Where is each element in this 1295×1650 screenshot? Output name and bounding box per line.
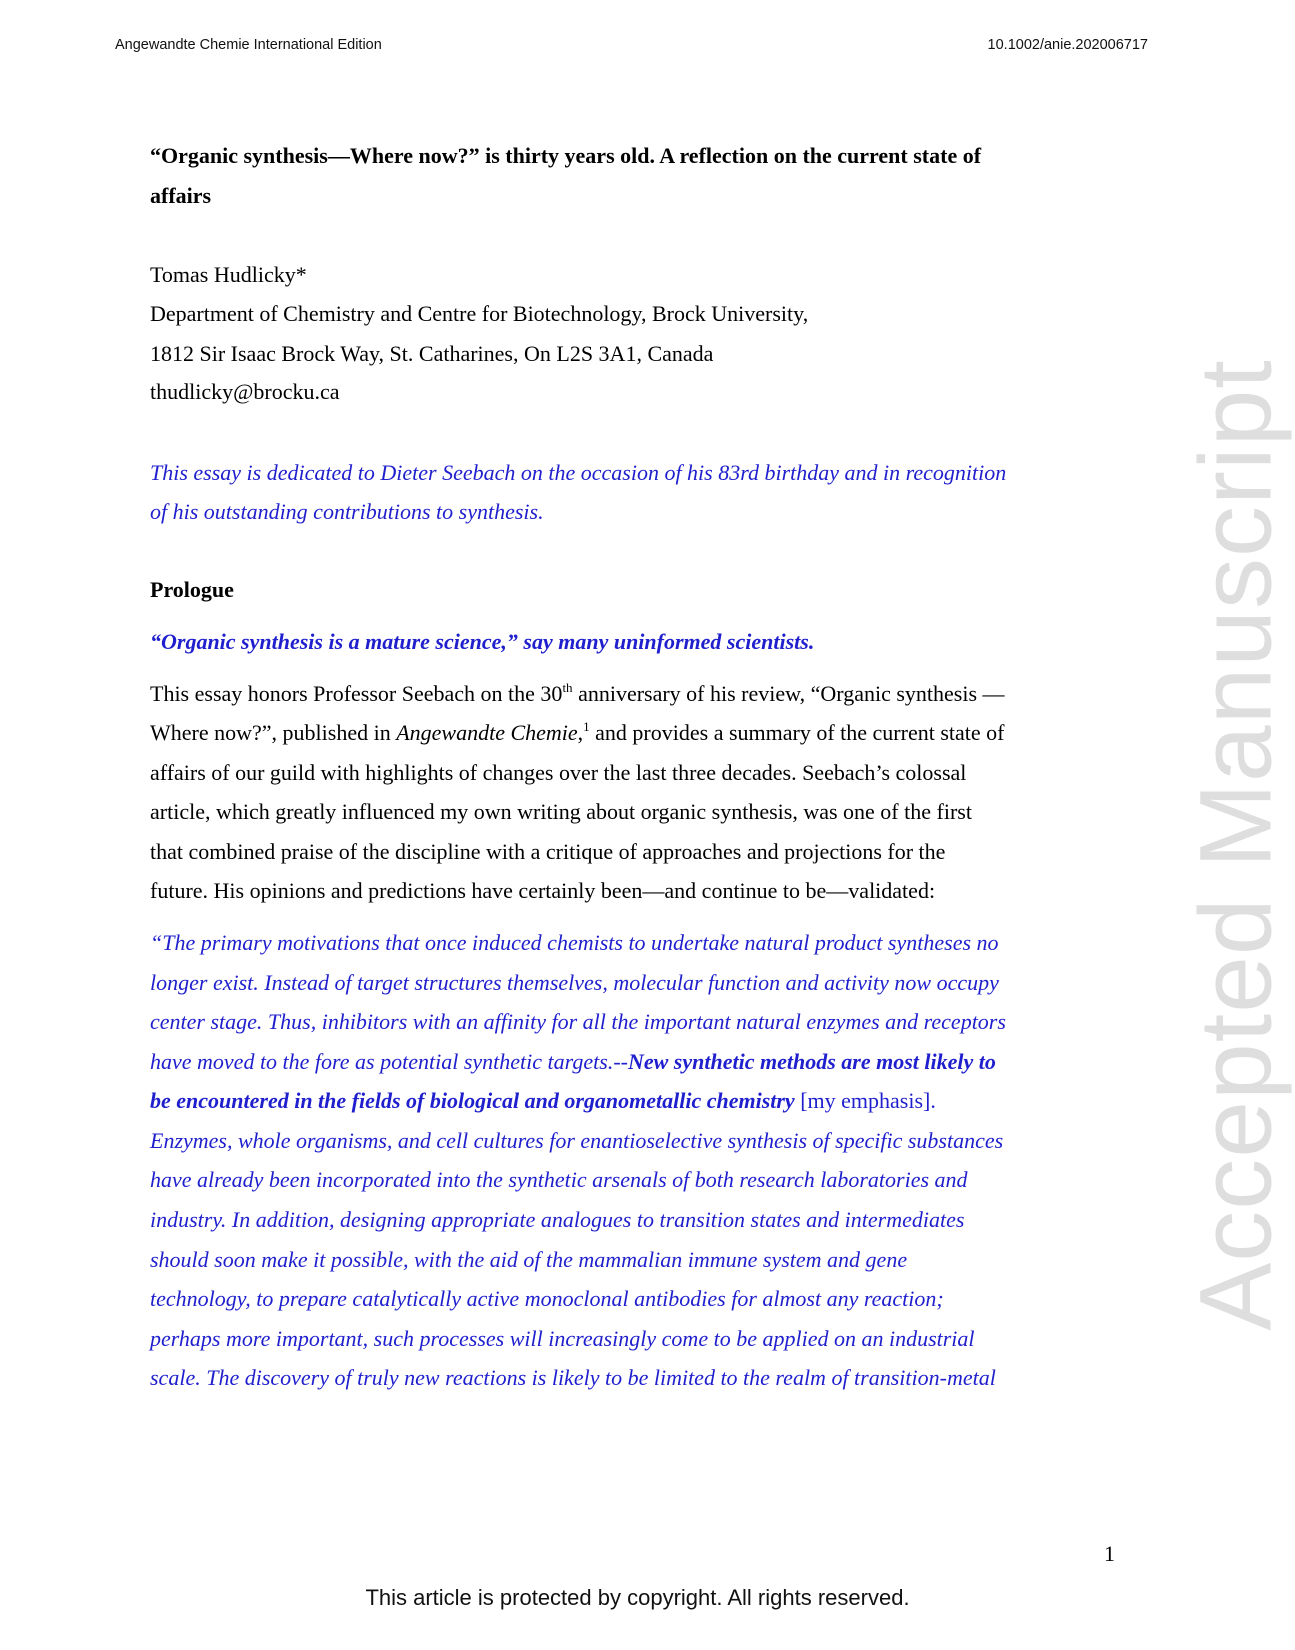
quote-line: technology, to prepare catalytically active monoclonal antibodies for almost any reaction; — [150, 1286, 944, 1311]
paragraph-line: affairs of our guild with highlights of changes over the last three decades. Seebach’s colossal — [150, 760, 967, 785]
author-name: Tomas Hudlicky* — [150, 262, 307, 287]
quote-annotation: [my emphasis]. — [794, 1088, 936, 1113]
paragraph-text: anniversary of his review, “Organic synthesis — — [572, 681, 1005, 706]
journal-name: Angewandte Chemie — [396, 720, 578, 745]
reference-superscript: 1 — [583, 719, 590, 734]
quote-line — [150, 1049, 996, 1075]
affiliation-line-1: Department of Chemistry and Centre for Biotechnology, Brock University, — [150, 301, 809, 326]
journal-header: Angewandte Chemie International Edition — [115, 37, 382, 53]
quote-line: “The primary motivations that once induced chemists to undertake natural product syntheses no — [150, 930, 999, 955]
article-title-line-2: affairs — [150, 183, 212, 208]
paragraph-line: Where now?”, published in Angewandte Chemie,$^1$ and provides a summary of the current state of — [150, 719, 1005, 745]
doi-header: 10.1002/anie.202006717 — [987, 37, 1148, 53]
quote-line: have already been incorporated into the synthetic arsenals of both research laboratories and — [150, 1167, 968, 1192]
quote-emphasis: be encountered in the fields of biological and organometallic chemistry — [150, 1088, 795, 1113]
paragraph-text: and provides a summary of the current state of — [589, 720, 1005, 745]
dedication-line-2: of his outstanding contributions to synthesis. — [150, 499, 544, 524]
quote-emphasis: New synthetic methods are most likely to — [627, 1049, 996, 1074]
prologue-heading: Prologue — [150, 577, 234, 602]
paragraph-text: Where now?”, published in — [150, 720, 397, 745]
prologue-quote: “Organic synthesis is a mature science,” say many uninformed scientists. — [150, 629, 815, 654]
quote-line: Enzymes, whole organisms, and cell cultures for enantioselective synthesis of specific substances — [150, 1128, 1004, 1153]
copyright-footer: This article is protected by copyright. All rights reserved. — [365, 1585, 910, 1610]
page-number: 1 — [1104, 1541, 1115, 1566]
quote-line: longer exist. Instead of target structures themselves, molecular function and activity now occupy — [150, 970, 999, 995]
quote-line: scale. The discovery of truly new reactions is likely to be limited to the realm of transition-metal — [150, 1365, 996, 1390]
quote-line: industry. In addition, designing appropriate analogues to transition states and intermediates — [150, 1207, 965, 1232]
quote-line: perhaps more important, such processes will increasingly come to be applied on an industrial — [150, 1326, 975, 1351]
paragraph-line — [150, 681, 1005, 707]
paragraph-line: that combined praise of the discipline with a critique of approaches and projections for the — [150, 839, 946, 864]
paragraph-text: This essay honors Professor Seebach on the 30 — [150, 681, 563, 706]
ordinal-superscript: th — [562, 680, 573, 695]
author-email: thudlicky@brocku.ca — [150, 379, 340, 404]
paragraph-line: article, which greatly influenced my own writing about organic synthesis, was one of the first — [150, 799, 972, 824]
dedication-line-1: This essay is dedicated to Dieter Seebach on the occasion of his 83rd birthday and in recognition — [150, 460, 1007, 485]
quote-line: center stage. Thus, inhibitors with an affinity for all the important natural enzymes and receptors — [150, 1009, 1006, 1034]
accepted-manuscript-watermark: Accepted Manuscript — [1178, 359, 1293, 1331]
quote-line: should soon make it possible, with the aid of the mammalian immune system and gene — [150, 1247, 908, 1272]
paragraph-line: future. His opinions and predictions have certainly been—and continue to be—validated: — [150, 878, 936, 903]
article-title-line-1: “Organic synthesis—Where now?” is thirty years old. A reflection on the current state of — [150, 143, 982, 168]
affiliation-line-2: 1812 Sir Isaac Brock Way, St. Catharines, On L2S 3A1, Canada — [150, 341, 714, 366]
quote-text: have moved to the fore as potential synthetic targets.-- — [150, 1049, 628, 1074]
quote-line — [150, 1088, 936, 1114]
